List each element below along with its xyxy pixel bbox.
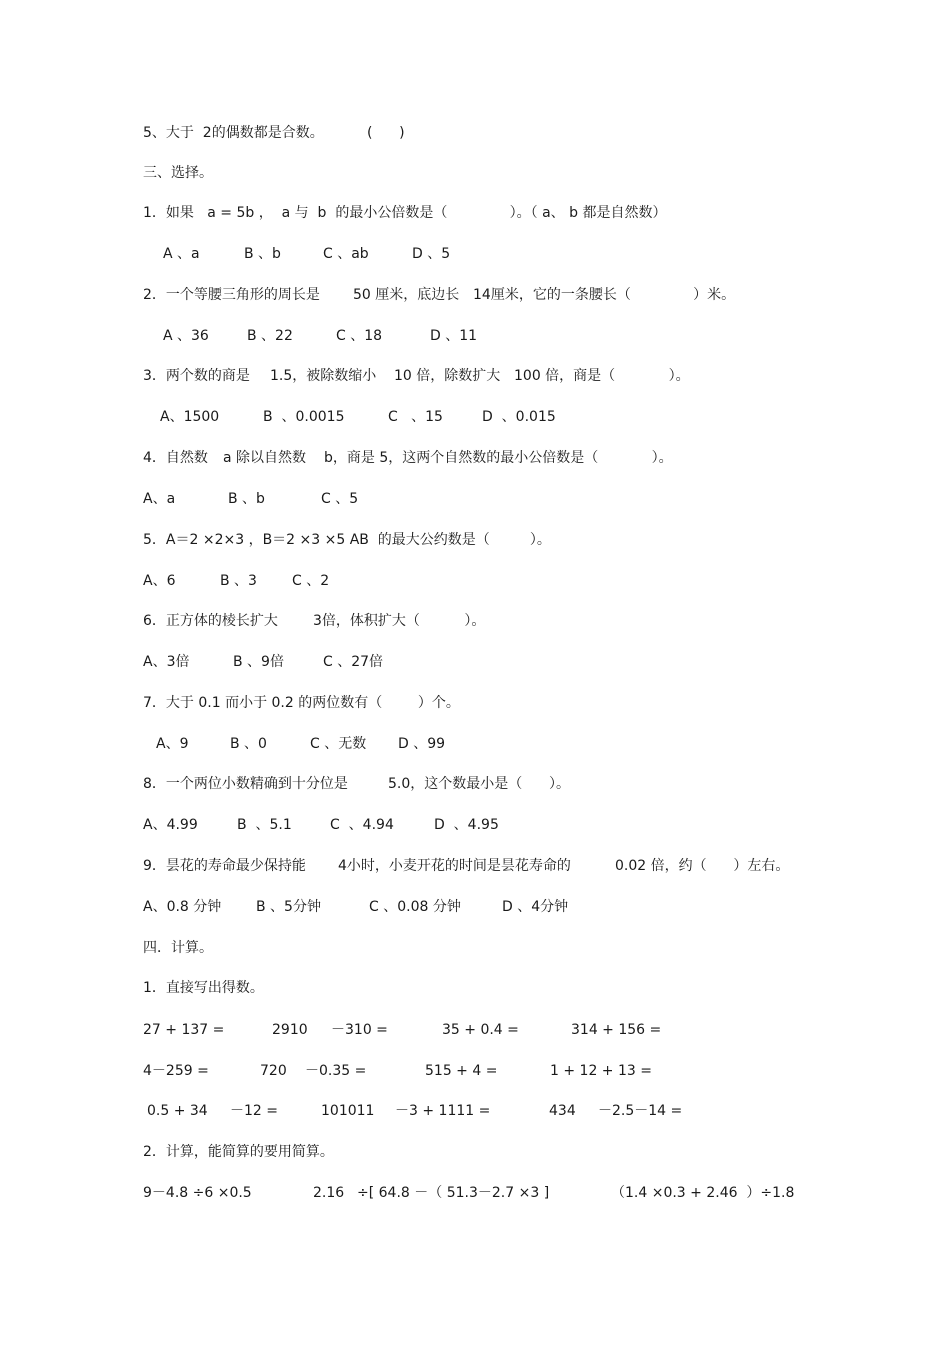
options-text: B 、b xyxy=(228,491,265,507)
options-text: C 、15 xyxy=(388,409,443,425)
question-text: 10 倍，除数扩大 xyxy=(394,368,501,384)
options-text: A 、a xyxy=(163,246,200,262)
question-text: 0.02 倍，约（ ）左右。 xyxy=(615,858,790,874)
options-text: A、a xyxy=(143,491,176,507)
options-text: A、6 xyxy=(143,573,176,589)
options-text: B 、9倍 xyxy=(233,654,284,670)
expressions-text: 1 + 12 + 13 = xyxy=(550,1063,652,1079)
options-text: B 、b xyxy=(244,246,281,262)
question-text: 2．计算，能简算的要用简算。 xyxy=(143,1144,334,1160)
options-text: C 、2 xyxy=(292,573,330,589)
options-text: A、3倍 xyxy=(143,654,190,670)
expressions-text: （1.4 ×0.3 + 2.46 ）÷1.8 xyxy=(611,1185,795,1201)
options-text: D 、4分钟 xyxy=(502,899,569,915)
expressions-text: 101011 xyxy=(321,1103,375,1119)
options-text: B 、5.1 xyxy=(237,817,292,833)
expressions-text: －3 + 1111 = xyxy=(395,1103,491,1119)
options-text: A 、36 xyxy=(163,328,209,344)
expressions-text: 314 + 156 = xyxy=(571,1022,662,1038)
expressions-text: －2.5－14 = xyxy=(598,1103,683,1119)
question-text: 14厘米，它的一条腰长（ ）米。 xyxy=(473,287,736,303)
question-text: 6．正方体的棱长扩大 xyxy=(143,613,278,629)
question-text: 1.5，被除数缩小 xyxy=(270,368,377,384)
question-text: b，商是 5，这两个自然数的最小公倍数是（ ）。 xyxy=(324,450,673,466)
question-text: 4小时，小麦开花的时间是昙花寿命的 xyxy=(338,858,571,874)
question-text: 3．两个数的商是 xyxy=(143,368,250,384)
question-text: 50 厘米，底边长 xyxy=(353,287,460,303)
options-text: C 、5 xyxy=(321,491,359,507)
question-text: 1．直接写出得数。 xyxy=(143,980,264,996)
options-text: C 、0.08 分钟 xyxy=(369,899,461,915)
expressions-text: 2.16 xyxy=(313,1185,345,1201)
options-text: D 、0.015 xyxy=(482,409,556,425)
question-text: ( ) xyxy=(367,125,405,141)
options-text: A、1500 xyxy=(160,409,220,425)
question-text: 8．一个两位小数精确到十分位是 xyxy=(143,776,348,792)
options-text: C 、ab xyxy=(323,246,369,262)
expressions-text: －310 = xyxy=(331,1022,388,1038)
section-title-text: 三、选择。 xyxy=(143,165,213,181)
question-text: 5．A＝2 ×2×3 ，B＝2 ×3 ×5 AB 的最大公约数是（ ）。 xyxy=(143,532,551,548)
options-text: A、0.8 分钟 xyxy=(143,899,222,915)
options-text: B 、5分钟 xyxy=(256,899,321,915)
expressions-text: 515 + 4 = xyxy=(425,1063,498,1079)
section-title-text: 四．计算。 xyxy=(143,940,213,956)
options-text: D 、5 xyxy=(412,246,451,262)
question-text: 4．自然数 xyxy=(143,450,208,466)
options-text: A、9 xyxy=(156,736,189,752)
options-text: A、4.99 xyxy=(143,817,198,833)
options-text: B 、3 xyxy=(220,573,257,589)
expressions-text: 0.5 + 34 xyxy=(147,1103,208,1119)
options-text: D 、99 xyxy=(398,736,446,752)
expressions-text: －12 = xyxy=(230,1103,278,1119)
question-text: 5.0，这个数最小是（ ）。 xyxy=(388,776,570,792)
question-text: 5、大于 2的偶数都是合数。 xyxy=(143,125,324,141)
question-text: a 除以自然数 xyxy=(223,450,307,466)
expressions-text: 434 xyxy=(549,1103,576,1119)
question-text: 3倍，体积扩大（ ）。 xyxy=(313,613,486,629)
options-text: B 、0.0015 xyxy=(263,409,345,425)
options-text: C 、无数 xyxy=(310,736,367,752)
question-text: 1．如果 a = 5b ， a 与 b 的最小公倍数是（ ）。（ a、 b 都是自然数） xyxy=(143,205,667,221)
expressions-text: 720 xyxy=(260,1063,287,1079)
question-text: 2．一个等腰三角形的周长是 xyxy=(143,287,320,303)
options-text: C 、4.94 xyxy=(330,817,394,833)
options-text: C 、18 xyxy=(336,328,383,344)
question-text: 100 倍，商是（ ）。 xyxy=(514,368,690,384)
options-text: B 、0 xyxy=(230,736,267,752)
options-text: C 、27倍 xyxy=(323,654,384,670)
expressions-text: 9－4.8 ÷6 ×0.5 xyxy=(143,1185,252,1201)
options-text: D 、11 xyxy=(430,328,478,344)
expressions-text: 2910 xyxy=(272,1022,308,1038)
options-text: B 、22 xyxy=(247,328,293,344)
expressions-text: 4－259 = xyxy=(143,1063,209,1079)
options-text: D 、4.95 xyxy=(434,817,499,833)
expressions-text: ÷[ 64.8 －（ 51.3－2.7 ×3 ] xyxy=(357,1185,550,1201)
question-text: 7．大于 0.1 而小于 0.2 的两位数有（ ）个。 xyxy=(143,695,460,711)
expressions-text: －0.35 = xyxy=(305,1063,367,1079)
question-text: 9．昙花的寿命最少保持能 xyxy=(143,858,306,874)
expressions-text: 35 + 0.4 = xyxy=(442,1022,519,1038)
expressions-text: 27 + 137 = xyxy=(143,1022,225,1038)
